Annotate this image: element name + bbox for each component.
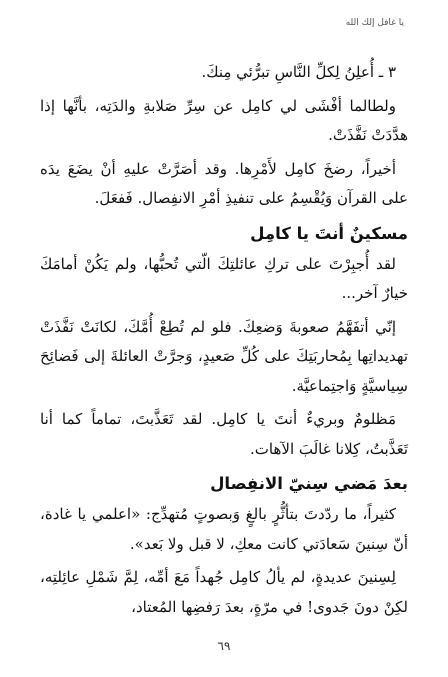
paragraph: إنّي أتفَهَّمُ صعوبةَ وَضعِكَ. فلو لم تُطِعْ أُمَّكَ، لكانَتْ نَفَّذَتْ تهديداتِها بِمُحاربَتِكَ على كُلِّ صَعيدٍ، وَجرَّتْ العائلةَ إلى فَضائِحَ سِياسيَّةٍ وَاجتِماعيَّة. bbox=[40, 317, 408, 395]
paragraph: لقد أُجبِرْتَ على تركِ عائلتِكَ الّتي تُحبُّها، ولم يَكُنْ أمامَكَ خيارٌ آخر... bbox=[40, 254, 408, 302]
paragraph: ٣ ـ أُعلِنُ لِكلِّ النَّاسِ تبرُّئي مِنكَ. bbox=[201, 63, 396, 81]
paragraph: ولطالما أفْشَى لي كامِل عن سِرِّ صَلابةِ والدَتِه، بأنَّها إذا هدَّدَتْ نَفَّذَتْ. bbox=[40, 96, 408, 144]
page-body bbox=[40, 58, 408, 626]
running-header: يا غافل إلك الله bbox=[345, 18, 404, 28]
paragraph: مَظلومٌ وبريءٌ أنتَ يا كامِل. لقد تَعَذَّبتَ، تماماً كما أنا تَعَذَّبتُ، كِلانا غالَبَ الآهات. bbox=[40, 410, 408, 458]
paragraph: أخيراً، رضخَ كامِل لأَمْرِها. وقد أصَرَّتْ عليهِ أنْ يضَعَ يدَه على القرآن وَيُقْسِمُ على تنفيذِ أمْرِ الانفِصال. فَفعَلَ. bbox=[40, 159, 408, 207]
paragraph: لِسِنينَ عديدةٍ، لم يألُ كامِل جُهداً مَعَ أمِّه، لِمَّ شَمْلِ عائِلتِه، لكِنْ دونَ جَدوى! في مرّةٍ، بعدَ رَفضِها المُعتاد، bbox=[40, 568, 408, 616]
paragraph: كثيراً، ما ردّدتَ بتأثُّرٍ بالغٍ وَبصوتٍ مُتهدِّج: «اعلمي يا غادة، أنّ سِنينَ سَعادَتي كانت معكِ، لا قبل ولا بَعد». bbox=[40, 505, 408, 553]
section-heading: مسكينٌ أنتَ يا كامِل bbox=[250, 223, 408, 243]
page-number: ٦٩ bbox=[217, 639, 231, 653]
section-heading: بعدَ مَضي سِنيّ الانفِصال bbox=[210, 474, 408, 493]
